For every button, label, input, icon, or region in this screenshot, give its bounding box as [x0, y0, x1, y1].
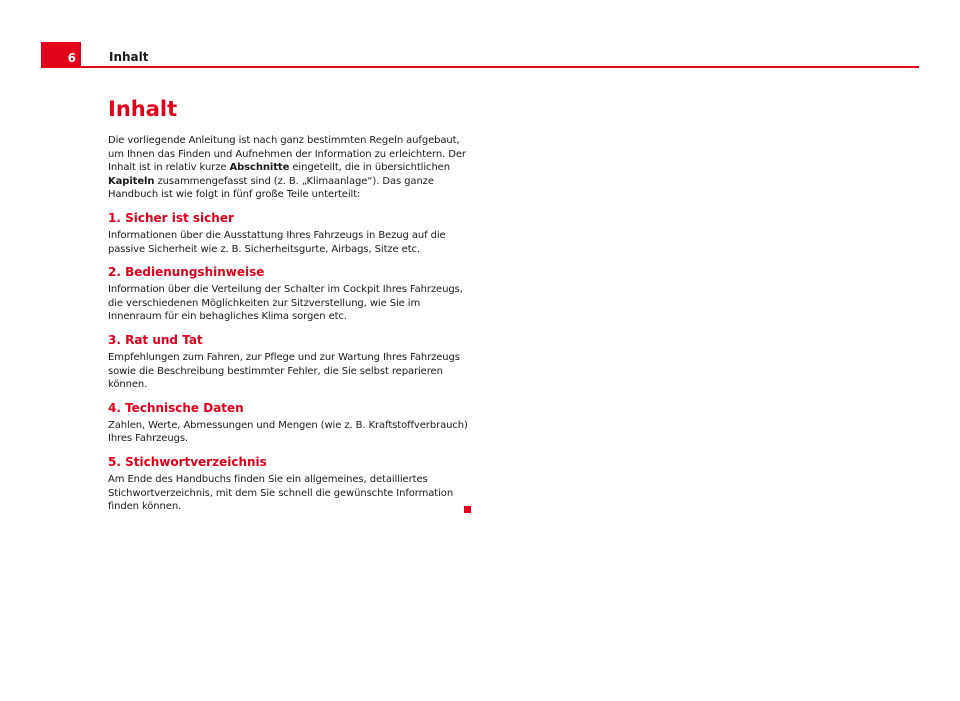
intro-text-1: Die vorliegende Anleitung ist nach ganz bestimmten Regeln aufgebaut, um Ihnen das Finden und Aufnehmen der Information zu erleichtern. Der Inhalt ist in relativ kurze: [108, 135, 466, 174]
section-heading: 3. Rat und Tat: [108, 332, 203, 347]
section-technische-daten: [108, 400, 468, 446]
main-content: [108, 96, 468, 514]
section-heading: 5. Stichwortverzeichnis: [108, 454, 267, 469]
header-section-title: Inhalt: [109, 50, 149, 64]
section-text: Zahlen, Werte, Abmessungen und Mengen (wie z. B. Kraftstoffverbrauch) Ihres Fahrzeugs.: [108, 419, 468, 445]
intro-bold-abschnitte: Abschnitte: [229, 162, 290, 174]
section-rat-und-tat: [108, 332, 468, 392]
section-bedienungshinweise: [108, 264, 468, 324]
intro-paragraph: [108, 134, 468, 202]
section-text: Am Ende des Handbuchs finden Sie ein allgemeines, detailliertes Stichwortverzeichnis, mit dem Sie schnell die gewünschte Information finden können.: [108, 473, 454, 513]
intro-text-3: zusammengefasst sind (z. B. „Klimaanlage“). Das ganze Handbuch ist wie folgt in fünf große Teile unterteilt:: [108, 175, 434, 201]
end-of-section-marker: [464, 506, 471, 513]
section-heading: 2. Bedienungshinweise: [108, 265, 265, 280]
section-text: Informationen über die Ausstattung Ihres Fahrzeugs in Bezug auf die passive Sicherheit wie z. B. Sicherheitsgurte, Airbags, Sitze etc.: [108, 229, 446, 255]
page-number: 6: [41, 42, 81, 68]
intro-bold-kapiteln: Kapiteln: [108, 175, 155, 187]
section-text: Information über die Verteilung der Schalter im Cockpit Ihres Fahrzeugs, die verschiedenen Möglichkeiten zur Sitzverstellung, wie Sie im Innenraum für ein behagliches Klima sorgen etc.: [108, 284, 463, 323]
page-header: [0, 0, 960, 68]
section-sicher-ist-sicher: [108, 210, 468, 256]
section-text: Empfehlungen zum Fahren, zur Pflege und zur Wartung Ihres Fahrzeugs sowie die Beschreibung bestimmter Fehler, die Sie selbst reparieren können.: [108, 351, 460, 391]
intro-text-2: eingeteilt, die in übersichtlichen: [289, 162, 450, 174]
section-stichwortverzeichnis: [108, 454, 468, 514]
header-divider: [81, 66, 919, 68]
section-heading: 1. Sicher ist sicher: [108, 210, 234, 225]
section-heading: 4. Technische Daten: [108, 400, 244, 415]
page-title: Inhalt: [108, 97, 178, 121]
